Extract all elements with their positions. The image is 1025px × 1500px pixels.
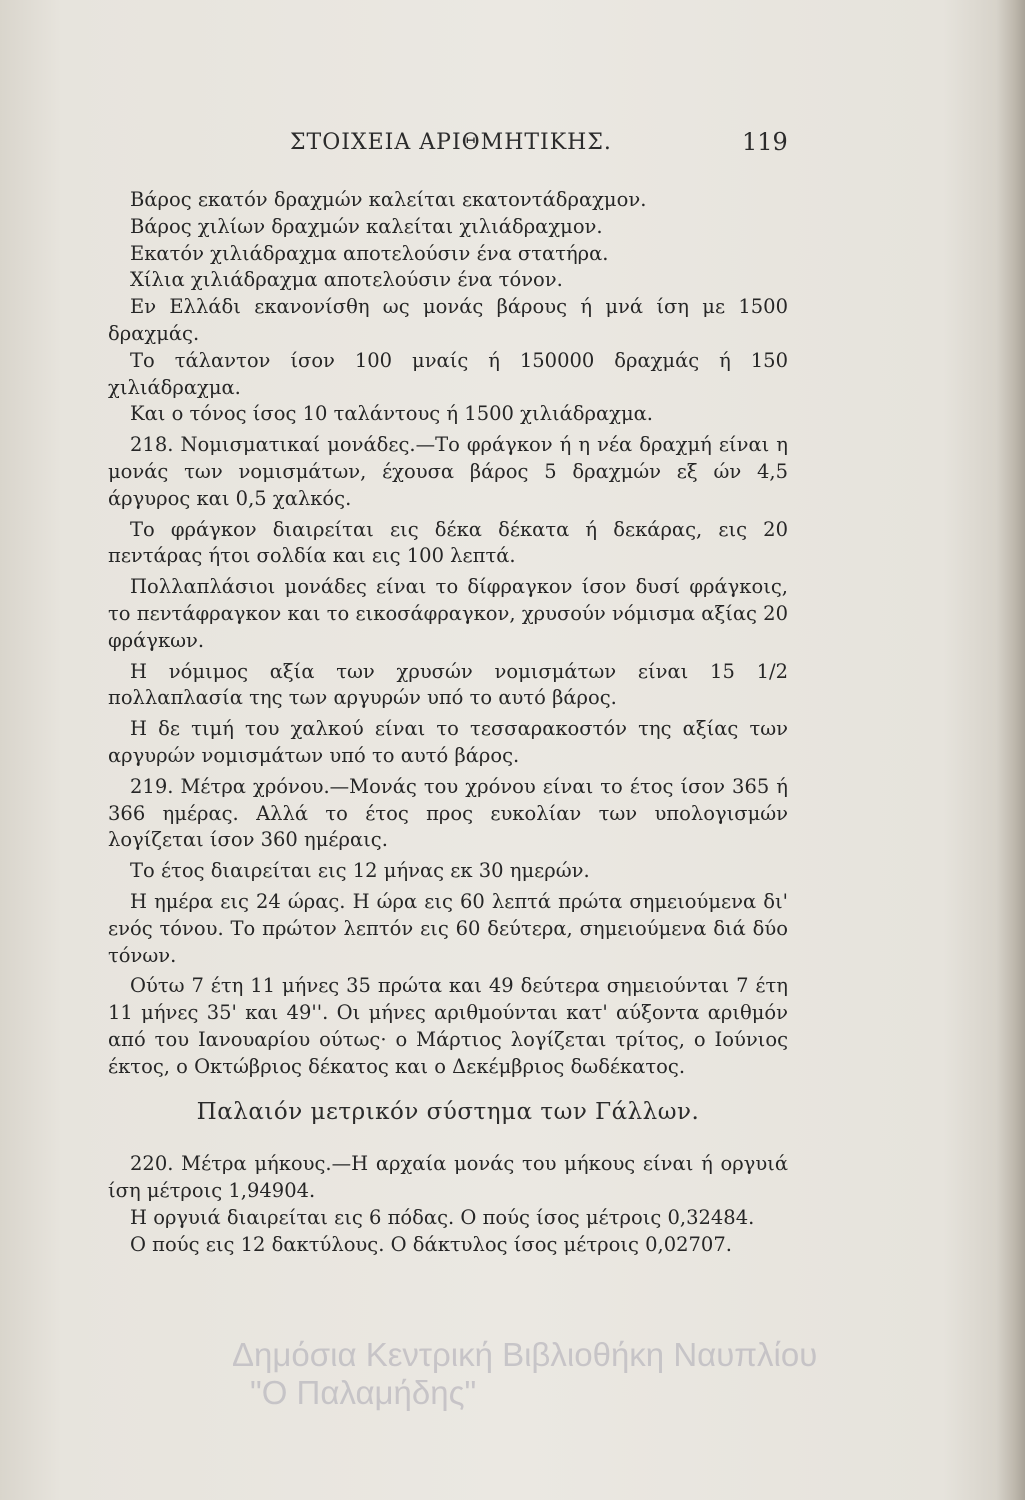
paragraph: Η δε τιμή του χαλκού είναι το τεσσαρακοστόν της αξίας των αργυρών νομισμάτων υπό το αυτό βάρος.: [108, 717, 788, 767]
library-watermark: [232, 1336, 992, 1412]
paragraph: Χίλια χιλιάδραχμα αποτελούσιν ένα τόνον.: [130, 268, 563, 292]
paragraph: Η οργυιά διαιρείται εις 6 πόδας. Ο πούς ίσος μέτροις 0,32484.: [130, 1205, 755, 1229]
running-title: ΣΤΟΙΧΕΙΑ ΑΡΙΘΜΗΤΙΚΗΣ.: [290, 130, 612, 155]
paragraph: Εν Ελλάδι εκανονίσθη ως μονάς βάρους ή μνά ίση με 1500 δραχμάς.: [108, 295, 788, 345]
watermark-line-2: "Ο Παλαμήδης": [250, 1374, 477, 1411]
paragraph: Το φράγκον διαιρείται εις δέκα δέκατα ή δεκάρας, εις 20 πεντάρας ήτοι σολδία και εις 100 λεπτά.: [108, 517, 788, 568]
page-number: 119: [742, 128, 788, 156]
page-edge-shadow: [997, 0, 1025, 1500]
paragraph: Ούτω 7 έτη 11 μήνες 35 πρώτα και 49 δεύτερα σημειούνται 7 έτη 11 μήνες 35' και 49''. Οι μήνες αριθμούνται κατ' αύξοντα αριθμόν από του Ιανουαρίου ούτως· ο Μάρτιος λογίζεται τρίτος, ο Ιούνιος έκτος, ο Οκτώβριος δέκατος και ο Δεκέμβριος δωδέκατος.: [108, 974, 788, 1078]
paragraph: Ο πούς εις 12 δακτύλους. Ο δάκτυλος ίσος μέτροις 0,02707.: [130, 1232, 732, 1256]
paragraph: Πολλαπλάσιοι μονάδες είναι το δίφραγκον ίσον δυσί φράγκοις, το πεντάφραγκον και το εικοσάφραγκον, χρυσούν νόμισμα αξίας 20 φράγκων.: [108, 575, 788, 652]
section-heading: Παλαιόν μετρικόν σύστημα των Γάλλων.: [196, 1098, 700, 1125]
paragraph: Βάρος χιλίων δραχμών καλείται χιλιάδραχμον.: [130, 214, 603, 238]
paragraph: Βάρος εκατόν δραχμών καλείται εκατοντάδραχμον.: [130, 188, 647, 211]
paragraph: Η νόμιμος αξία των χρυσών νομισμάτων είναι 15 1/2 πολλαπλασία της των αργυρών υπό το αυτό βάρος.: [108, 659, 788, 710]
paragraph-section-218: 218. Νομισματικαί μονάδες.—Το φράγκον ή η νέα δραχμή είναι η μονάς των νομισμάτων, έχουσα βάρος 5 δραχμών εξ ών 4,5 άργυρος και 0,5 χαλκός.: [108, 433, 788, 510]
paragraph: Η ημέρα εις 24 ώρας. Η ώρα εις 60 λεπτά πρώτα σημειούμενα δι' ενός τόνου. Το πρώτον λεπτόν εις 60 δεύτερα, σημειούμενα διά δύο τόνων.: [108, 889, 788, 967]
watermark-line-1: Δημόσια Κεντρική Βιβλιοθήκη Ναυπλίου: [232, 1336, 818, 1373]
page-body: [108, 187, 788, 1258]
paragraph: Το έτος διαιρείται εις 12 μήνας εκ 30 ημερών.: [130, 859, 590, 883]
paragraph: Εκατόν χιλιάδραχμα αποτελούσιν ένα στατήρα.: [130, 241, 609, 265]
page-header: [0, 130, 1025, 170]
paragraph-section-219: 219. Μέτρα χρόνου.—Μονάς του χρόνου είναι το έτος ίσον 365 ή 366 ημέρας. Αλλά το έτος προς ευκολίαν των υπολογισμών λογίζεται ίσον 360 ημέραις.: [108, 774, 788, 852]
paragraph: Το τάλαντον ίσον 100 μναίς ή 150000 δραχμάς ή 150 χιλιάδραχμα.: [108, 348, 788, 399]
paragraph-section-220: 220. Μέτρα μήκους.—Η αρχαία μονάς του μήκους είναι ή οργυιά ίση μέτροις 1,94904.: [108, 1152, 788, 1203]
paragraph: Και ο τόνος ίσος 10 ταλάντους ή 1500 χιλιάδραχμα.: [130, 402, 653, 426]
